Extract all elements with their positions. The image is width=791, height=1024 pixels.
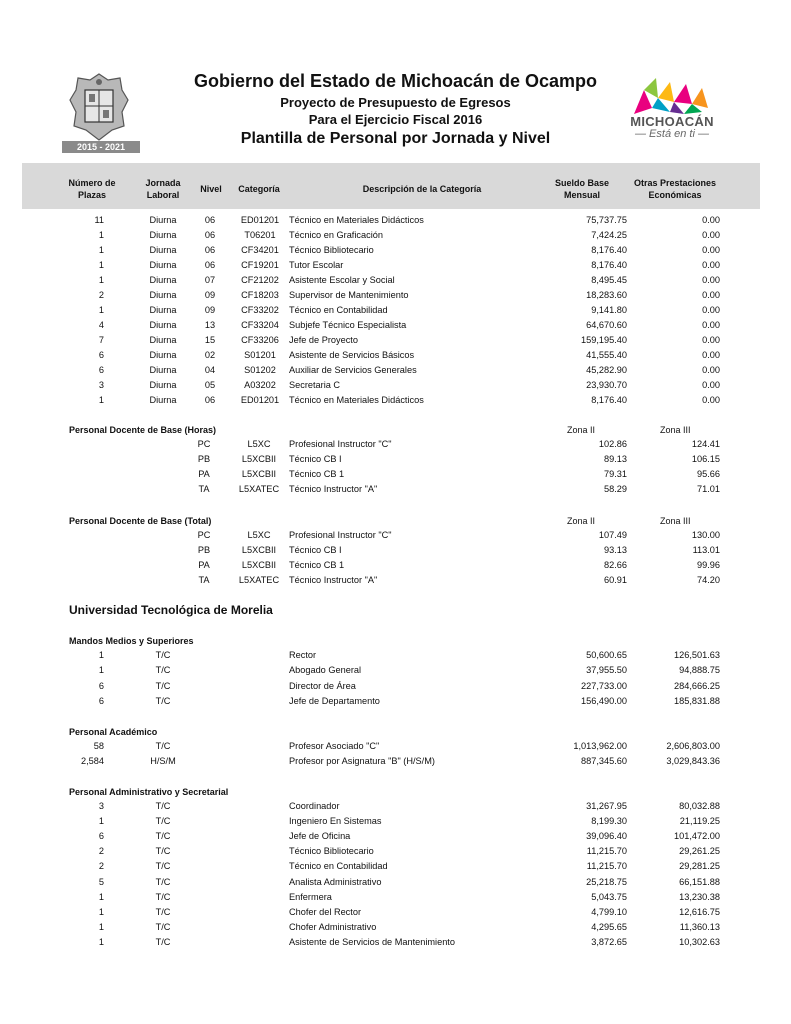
cell-nivel: 13 — [204, 320, 216, 330]
cell-jornada: T/C — [155, 846, 171, 856]
cell-descripcion: Chofer Administrativo — [289, 922, 377, 932]
table-row — [0, 213, 791, 228]
table-row — [0, 694, 791, 709]
cell-descripcion: Ingeniero En Sistemas — [289, 816, 382, 826]
zona2-header: Zona II — [567, 425, 596, 435]
cell-nivel: 06 — [204, 215, 216, 225]
cell-descripcion: Técnico CB 1 — [289, 469, 345, 479]
cell-jornada: T/C — [155, 907, 171, 917]
cell-code: PB — [197, 454, 211, 464]
cell-plazas: 58 — [93, 741, 104, 751]
cell-nivel: 04 — [204, 365, 216, 375]
table-row — [0, 528, 791, 543]
cell-jornada: Diurna — [149, 230, 177, 240]
zona2-header: Zona II — [567, 516, 596, 526]
cell-nivel: 05 — [204, 380, 216, 390]
cell-zona3: 124.41 — [691, 439, 720, 449]
cell-descripcion: Jefe de Departamento — [289, 696, 380, 706]
cell-sueldo: 31,267.95 — [586, 801, 627, 811]
cell-zona3: 71.01 — [697, 484, 720, 494]
cell-plazas: 11 — [94, 215, 104, 225]
cell-plazas: 2 — [98, 861, 104, 871]
table-row — [0, 393, 791, 408]
cell-descripcion: Jefe de Proyecto — [289, 335, 358, 345]
cell-sueldo: 8,176.40 — [591, 260, 627, 270]
seal-years-label: 2015 - 2021 — [62, 141, 140, 153]
section-title-docente-horas: Personal Docente de Base (Horas) — [69, 425, 217, 435]
cell-descripcion: Abogado General — [289, 665, 362, 675]
cell-otras: 0.00 — [702, 245, 720, 255]
table-row — [0, 875, 791, 890]
cell-descripcion: Técnico Bibliotecario — [289, 245, 374, 255]
cell-otras: 12,616.75 — [679, 907, 720, 917]
cell-zona3: 106.15 — [691, 454, 720, 464]
cell-descripcion: Tutor Escolar — [289, 260, 344, 270]
cell-sueldo: 9,141.80 — [591, 305, 627, 315]
cell-otras: 2,606,803.00 — [666, 741, 720, 751]
cell-otras: 80,032.88 — [679, 801, 720, 811]
cell-descripcion: Técnico CB I — [289, 545, 342, 555]
table-row — [0, 288, 791, 303]
cell-otras: 0.00 — [702, 305, 720, 315]
table-row — [0, 452, 791, 467]
cell-nivel: 06 — [204, 260, 216, 270]
cell-code: PA — [198, 469, 210, 479]
cell-sueldo: 4,295.65 — [591, 922, 627, 932]
table-header — [22, 163, 760, 209]
cell-descripcion: Supervisor de Mantenimiento — [289, 290, 409, 300]
cell-otras: 3,029,843.36 — [666, 756, 720, 766]
cell-jornada: H/S/M — [150, 756, 176, 766]
cell-jornada: Diurna — [149, 395, 177, 405]
document-subtitle-staff: Plantilla de Personal por Jornada y Nivel — [240, 130, 551, 147]
logo-name: MICHOACÁN — [630, 114, 714, 129]
cell-jornada: Diurna — [149, 350, 177, 360]
table-row — [0, 558, 791, 573]
cell-zona2: 93.13 — [604, 545, 627, 555]
cell-sueldo: 41,555.40 — [586, 350, 627, 360]
cell-jornada: T/C — [155, 741, 171, 751]
cell-sueldo: 8,199.30 — [591, 816, 627, 826]
cell-jornada: Diurna — [149, 260, 177, 270]
cell-plazas: 1 — [98, 907, 104, 917]
table-row — [0, 258, 791, 273]
cell-descripcion: Técnico en Materiales Didácticos — [289, 395, 424, 405]
cell-plazas: 7 — [98, 335, 104, 345]
cell-plazas: 6 — [98, 350, 104, 360]
cell-sueldo: 39,096.40 — [586, 831, 627, 841]
table-row — [0, 829, 791, 844]
cell-otras: 0.00 — [702, 260, 720, 270]
cell-sueldo: 75,737.75 — [586, 215, 627, 225]
cell-zona2: 89.13 — [604, 454, 627, 464]
table-row — [0, 890, 791, 905]
cell-jornada: Diurna — [149, 215, 177, 225]
cell-descripcion: Técnico en Contabilidad — [289, 305, 388, 315]
cell-descripcion: Asistente Escolar y Social — [289, 275, 395, 285]
cell-plazas: 1 — [98, 650, 104, 660]
cell-categoria: ED01201 — [240, 215, 280, 225]
cell-plazas: 6 — [98, 831, 104, 841]
cell-code: PC — [197, 530, 211, 540]
section-title-mandos: Mandos Medios y Superiores — [69, 636, 194, 646]
cell-otras: 0.00 — [702, 275, 720, 285]
table-row — [0, 739, 791, 754]
cell-sueldo: 64,670.60 — [586, 320, 627, 330]
cell-categoria: CF21202 — [241, 275, 279, 285]
table-row — [0, 799, 791, 814]
cell-zona3: 99.96 — [697, 560, 720, 570]
cell-otras: 11,360.13 — [679, 922, 720, 932]
cell-descripcion: Analista Administrativo — [289, 877, 382, 887]
cell-jornada: Diurna — [149, 290, 177, 300]
table-row — [0, 679, 791, 694]
cell-otras: 0.00 — [702, 395, 720, 405]
cell-code: TA — [198, 575, 210, 585]
table-row — [0, 318, 791, 333]
table-row — [0, 844, 791, 859]
table-row — [0, 663, 791, 678]
cell-otras: 0.00 — [702, 365, 720, 375]
cell-otras: 13,230.38 — [679, 892, 720, 902]
cell-nivel: 15 — [204, 335, 216, 345]
zona3-header: Zona III — [660, 425, 691, 435]
table-row — [0, 378, 791, 393]
table-row — [0, 273, 791, 288]
cell-descripcion: Profesional Instructor "C" — [289, 530, 392, 540]
col-header-categoria: Categoría — [238, 184, 280, 194]
cell-categoria: CF33206 — [241, 335, 279, 345]
cell-plazas: 4 — [98, 320, 104, 330]
col-header-nivel: Nivel — [200, 184, 222, 194]
logo-tagline: — Está en ti — — [635, 128, 709, 140]
cell-descripcion: Enfermera — [289, 892, 332, 902]
cell-nivel: 06 — [204, 230, 216, 240]
cell-categoria: S01201 — [244, 350, 276, 360]
cell-plazas: 6 — [98, 681, 104, 691]
cell-descripcion: Profesional Instructor "C" — [289, 439, 392, 449]
cell-sueldo: 5,043.75 — [591, 892, 627, 902]
cell-sueldo: 3,872.65 — [591, 937, 627, 947]
cell-categoria: L5XCBII — [241, 454, 277, 464]
cell-sueldo: 11,215.70 — [586, 861, 627, 871]
col-header-plazas: Número de Plazas — [68, 178, 116, 200]
cell-plazas: 2 — [98, 846, 104, 856]
cell-jornada: Diurna — [149, 320, 177, 330]
cell-otras: 0.00 — [702, 215, 720, 225]
cell-code: PC — [197, 439, 211, 449]
cell-descripcion: Técnico CB 1 — [289, 560, 345, 570]
table-row — [0, 437, 791, 452]
cell-otras: 126,501.63 — [674, 650, 720, 660]
cell-zona3: 74.20 — [697, 575, 720, 585]
table-row — [0, 573, 791, 588]
cell-code: PA — [198, 560, 210, 570]
cell-descripcion: Profesor por Asignatura "B" (H/S/M) — [289, 756, 435, 766]
cell-descripcion: Jefe de Oficina — [289, 831, 351, 841]
cell-categoria: L5XCBII — [241, 545, 277, 555]
cell-sueldo: 8,176.40 — [591, 245, 627, 255]
table-row — [0, 814, 791, 829]
cell-jornada: T/C — [155, 801, 171, 811]
document-title: Gobierno del Estado de Michoacán de Ocampo — [193, 71, 598, 91]
cell-sueldo: 1,013,962.00 — [573, 741, 627, 751]
cell-otras: 29,261.25 — [679, 846, 720, 856]
cell-jornada: T/C — [155, 665, 171, 675]
cell-plazas: 2,584 — [81, 756, 104, 766]
cell-plazas: 5 — [98, 877, 104, 887]
cell-categoria: L5XATEC — [238, 484, 280, 494]
cell-jornada: T/C — [155, 877, 171, 887]
cell-jornada: Diurna — [149, 380, 177, 390]
cell-jornada: T/C — [155, 922, 171, 932]
cell-sueldo: 7,424.25 — [591, 230, 627, 240]
cell-otras: 0.00 — [702, 230, 720, 240]
cell-plazas: 1 — [98, 665, 104, 675]
table-row — [0, 228, 791, 243]
cell-plazas: 1 — [98, 305, 104, 315]
cell-zona3: 130.00 — [691, 530, 720, 540]
cell-jornada: Diurna — [149, 335, 177, 345]
table-row — [0, 303, 791, 318]
cell-code: TA — [198, 484, 210, 494]
cell-categoria: CF34201 — [241, 245, 279, 255]
cell-jornada: T/C — [155, 696, 171, 706]
cell-descripcion: Asistente de Servicios de Mantenimiento — [289, 937, 455, 947]
cell-sueldo: 37,955.50 — [586, 665, 627, 675]
cell-jornada: Diurna — [149, 275, 177, 285]
cell-plazas: 1 — [98, 816, 104, 826]
table-row — [0, 363, 791, 378]
cell-sueldo: 8,176.40 — [591, 395, 627, 405]
table-row — [0, 905, 791, 920]
cell-nivel: 09 — [204, 305, 216, 315]
table-row — [0, 243, 791, 258]
cell-sueldo: 45,282.90 — [586, 365, 627, 375]
cell-categoria: CF18203 — [241, 290, 279, 300]
cell-jornada: Diurna — [149, 365, 177, 375]
cell-categoria: CF33204 — [241, 320, 279, 330]
cell-categoria: S01202 — [244, 365, 276, 375]
cell-sueldo: 18,283.60 — [586, 290, 627, 300]
section-title-administrativo: Personal Administrativo y Secretarial — [69, 787, 229, 797]
cell-sueldo: 23,930.70 — [586, 380, 627, 390]
cell-descripcion: Técnico Bibliotecario — [289, 846, 374, 856]
cell-otras: 66,151.88 — [679, 877, 720, 887]
cell-descripcion: Subjefe Técnico Especialista — [289, 320, 407, 330]
table-row — [0, 333, 791, 348]
cell-sueldo: 227,733.00 — [581, 681, 627, 691]
cell-plazas: 6 — [98, 365, 104, 375]
cell-categoria: ED01201 — [240, 395, 280, 405]
cell-otras: 21,119.25 — [679, 816, 720, 826]
document-subtitle-fiscal-year: Para el Ejercicio Fiscal 2016 — [308, 112, 483, 127]
table-row — [0, 543, 791, 558]
cell-plazas: 2 — [98, 290, 104, 300]
col-header-jornada: Jornada Laboral — [145, 178, 181, 200]
cell-plazas: 3 — [98, 380, 104, 390]
cell-jornada: T/C — [155, 861, 171, 871]
cell-nivel: 07 — [204, 275, 216, 285]
cell-categoria: L5XATEC — [238, 575, 280, 585]
cell-categoria: T06201 — [244, 230, 276, 240]
cell-plazas: 1 — [98, 245, 104, 255]
cell-descripcion: Técnico Instructor "A" — [289, 575, 378, 585]
cell-otras: 29,281.25 — [679, 861, 720, 871]
cell-descripcion: Rector — [289, 650, 317, 660]
cell-jornada: Diurna — [149, 305, 177, 315]
cell-sueldo: 4,799.10 — [591, 907, 627, 917]
cell-otras: 0.00 — [702, 380, 720, 390]
cell-jornada: T/C — [155, 681, 171, 691]
cell-sueldo: 159,195.40 — [581, 335, 627, 345]
cell-categoria: L5XCBII — [241, 469, 277, 479]
section-title-academico: Personal Académico — [69, 727, 158, 737]
table-row — [0, 920, 791, 935]
cell-descripcion: Auxiliar de Servicios Generales — [289, 365, 417, 375]
cell-descripcion: Asistente de Servicios Básicos — [289, 350, 415, 360]
cell-nivel: 09 — [204, 290, 216, 300]
zona3-header: Zona III — [660, 516, 691, 526]
cell-otras: 0.00 — [702, 290, 720, 300]
cell-descripcion: Secretaria C — [289, 380, 341, 390]
cell-otras: 0.00 — [702, 335, 720, 345]
cell-descripcion: Profesor Asociado "C" — [289, 741, 380, 751]
cell-descripcion: Director de Área — [289, 681, 356, 691]
cell-nivel: 02 — [204, 350, 216, 360]
cell-plazas: 1 — [98, 892, 104, 902]
cell-zona2: 79.31 — [604, 469, 627, 479]
cell-sueldo: 8,495.45 — [591, 275, 627, 285]
cell-categoria: CF33202 — [241, 305, 279, 315]
cell-zona3: 113.01 — [692, 545, 720, 555]
document-subtitle-budget: Proyecto de Presupuesto de Egresos — [280, 95, 511, 110]
section-title-docente-total: Personal Docente de Base (Total) — [69, 516, 212, 526]
cell-jornada: Diurna — [149, 245, 177, 255]
cell-zona3: 95.66 — [697, 469, 720, 479]
university-title: Universidad Tecnológica de Morelia — [69, 603, 273, 617]
cell-descripcion: Técnico Instructor "A" — [289, 484, 378, 494]
cell-plazas: 6 — [98, 696, 104, 706]
cell-zona2: 58.29 — [604, 484, 627, 494]
table-row — [0, 935, 791, 950]
cell-nivel: 06 — [204, 245, 216, 255]
cell-otras: 0.00 — [702, 320, 720, 330]
cell-descripcion: Chofer del Rector — [289, 907, 362, 917]
cell-sueldo: 11,215.70 — [586, 846, 627, 856]
cell-sueldo: 887,345.60 — [581, 756, 627, 766]
cell-zona2: 60.91 — [604, 575, 627, 585]
cell-categoria: L5XC — [247, 530, 271, 540]
cell-plazas: 1 — [98, 395, 104, 405]
cell-plazas: 1 — [98, 230, 104, 240]
cell-plazas: 1 — [98, 260, 104, 270]
cell-plazas: 1 — [98, 275, 104, 285]
cell-jornada: T/C — [155, 816, 171, 826]
cell-otras: 185,831.88 — [674, 696, 720, 706]
cell-jornada: T/C — [155, 831, 171, 841]
cell-plazas: 1 — [98, 922, 104, 932]
cell-otras: 284,666.25 — [674, 681, 720, 691]
cell-descripcion: Técnico en Graficación — [289, 230, 383, 240]
cell-sueldo: 25,218.75 — [586, 877, 627, 887]
table-row — [0, 648, 791, 663]
cell-sueldo: 156,490.00 — [581, 696, 627, 706]
table-row — [0, 467, 791, 482]
cell-descripcion: Técnico en Contabilidad — [289, 861, 388, 871]
cell-sueldo: 50,600.65 — [586, 650, 627, 660]
table-row — [0, 348, 791, 363]
cell-zona2: 82.66 — [604, 560, 627, 570]
cell-categoria: CF19201 — [241, 260, 279, 270]
cell-otras: 0.00 — [702, 350, 720, 360]
col-header-descripcion: Descripción de la Categoría — [362, 184, 482, 194]
table-row — [0, 754, 791, 769]
cell-jornada: T/C — [155, 937, 171, 947]
cell-plazas: 3 — [98, 801, 104, 811]
cell-code: PB — [197, 545, 211, 555]
cell-zona2: 102.86 — [598, 439, 627, 449]
table-row — [0, 482, 791, 497]
cell-jornada: T/C — [155, 892, 171, 902]
cell-plazas: 1 — [98, 937, 104, 947]
cell-jornada: T/C — [155, 650, 171, 660]
cell-descripcion: Técnico CB I — [289, 454, 342, 464]
cell-otras: 101,472.00 — [674, 831, 720, 841]
cell-nivel: 06 — [204, 395, 216, 405]
cell-otras: 94,888.75 — [679, 665, 720, 675]
cell-categoria: L5XCBII — [241, 560, 277, 570]
cell-otras: 10,302.63 — [679, 937, 720, 947]
cell-descripcion: Técnico en Materiales Didácticos — [289, 215, 424, 225]
col-header-sueldo: Sueldo Base Mensual — [554, 178, 610, 200]
col-header-otras: Otras Prestaciones Económicas — [633, 178, 717, 200]
table-row — [0, 859, 791, 874]
cell-descripcion: Coordinador — [289, 801, 340, 811]
cell-categoria: A03202 — [244, 380, 276, 390]
cell-zona2: 107.49 — [598, 530, 627, 540]
cell-categoria: L5XC — [247, 439, 271, 449]
